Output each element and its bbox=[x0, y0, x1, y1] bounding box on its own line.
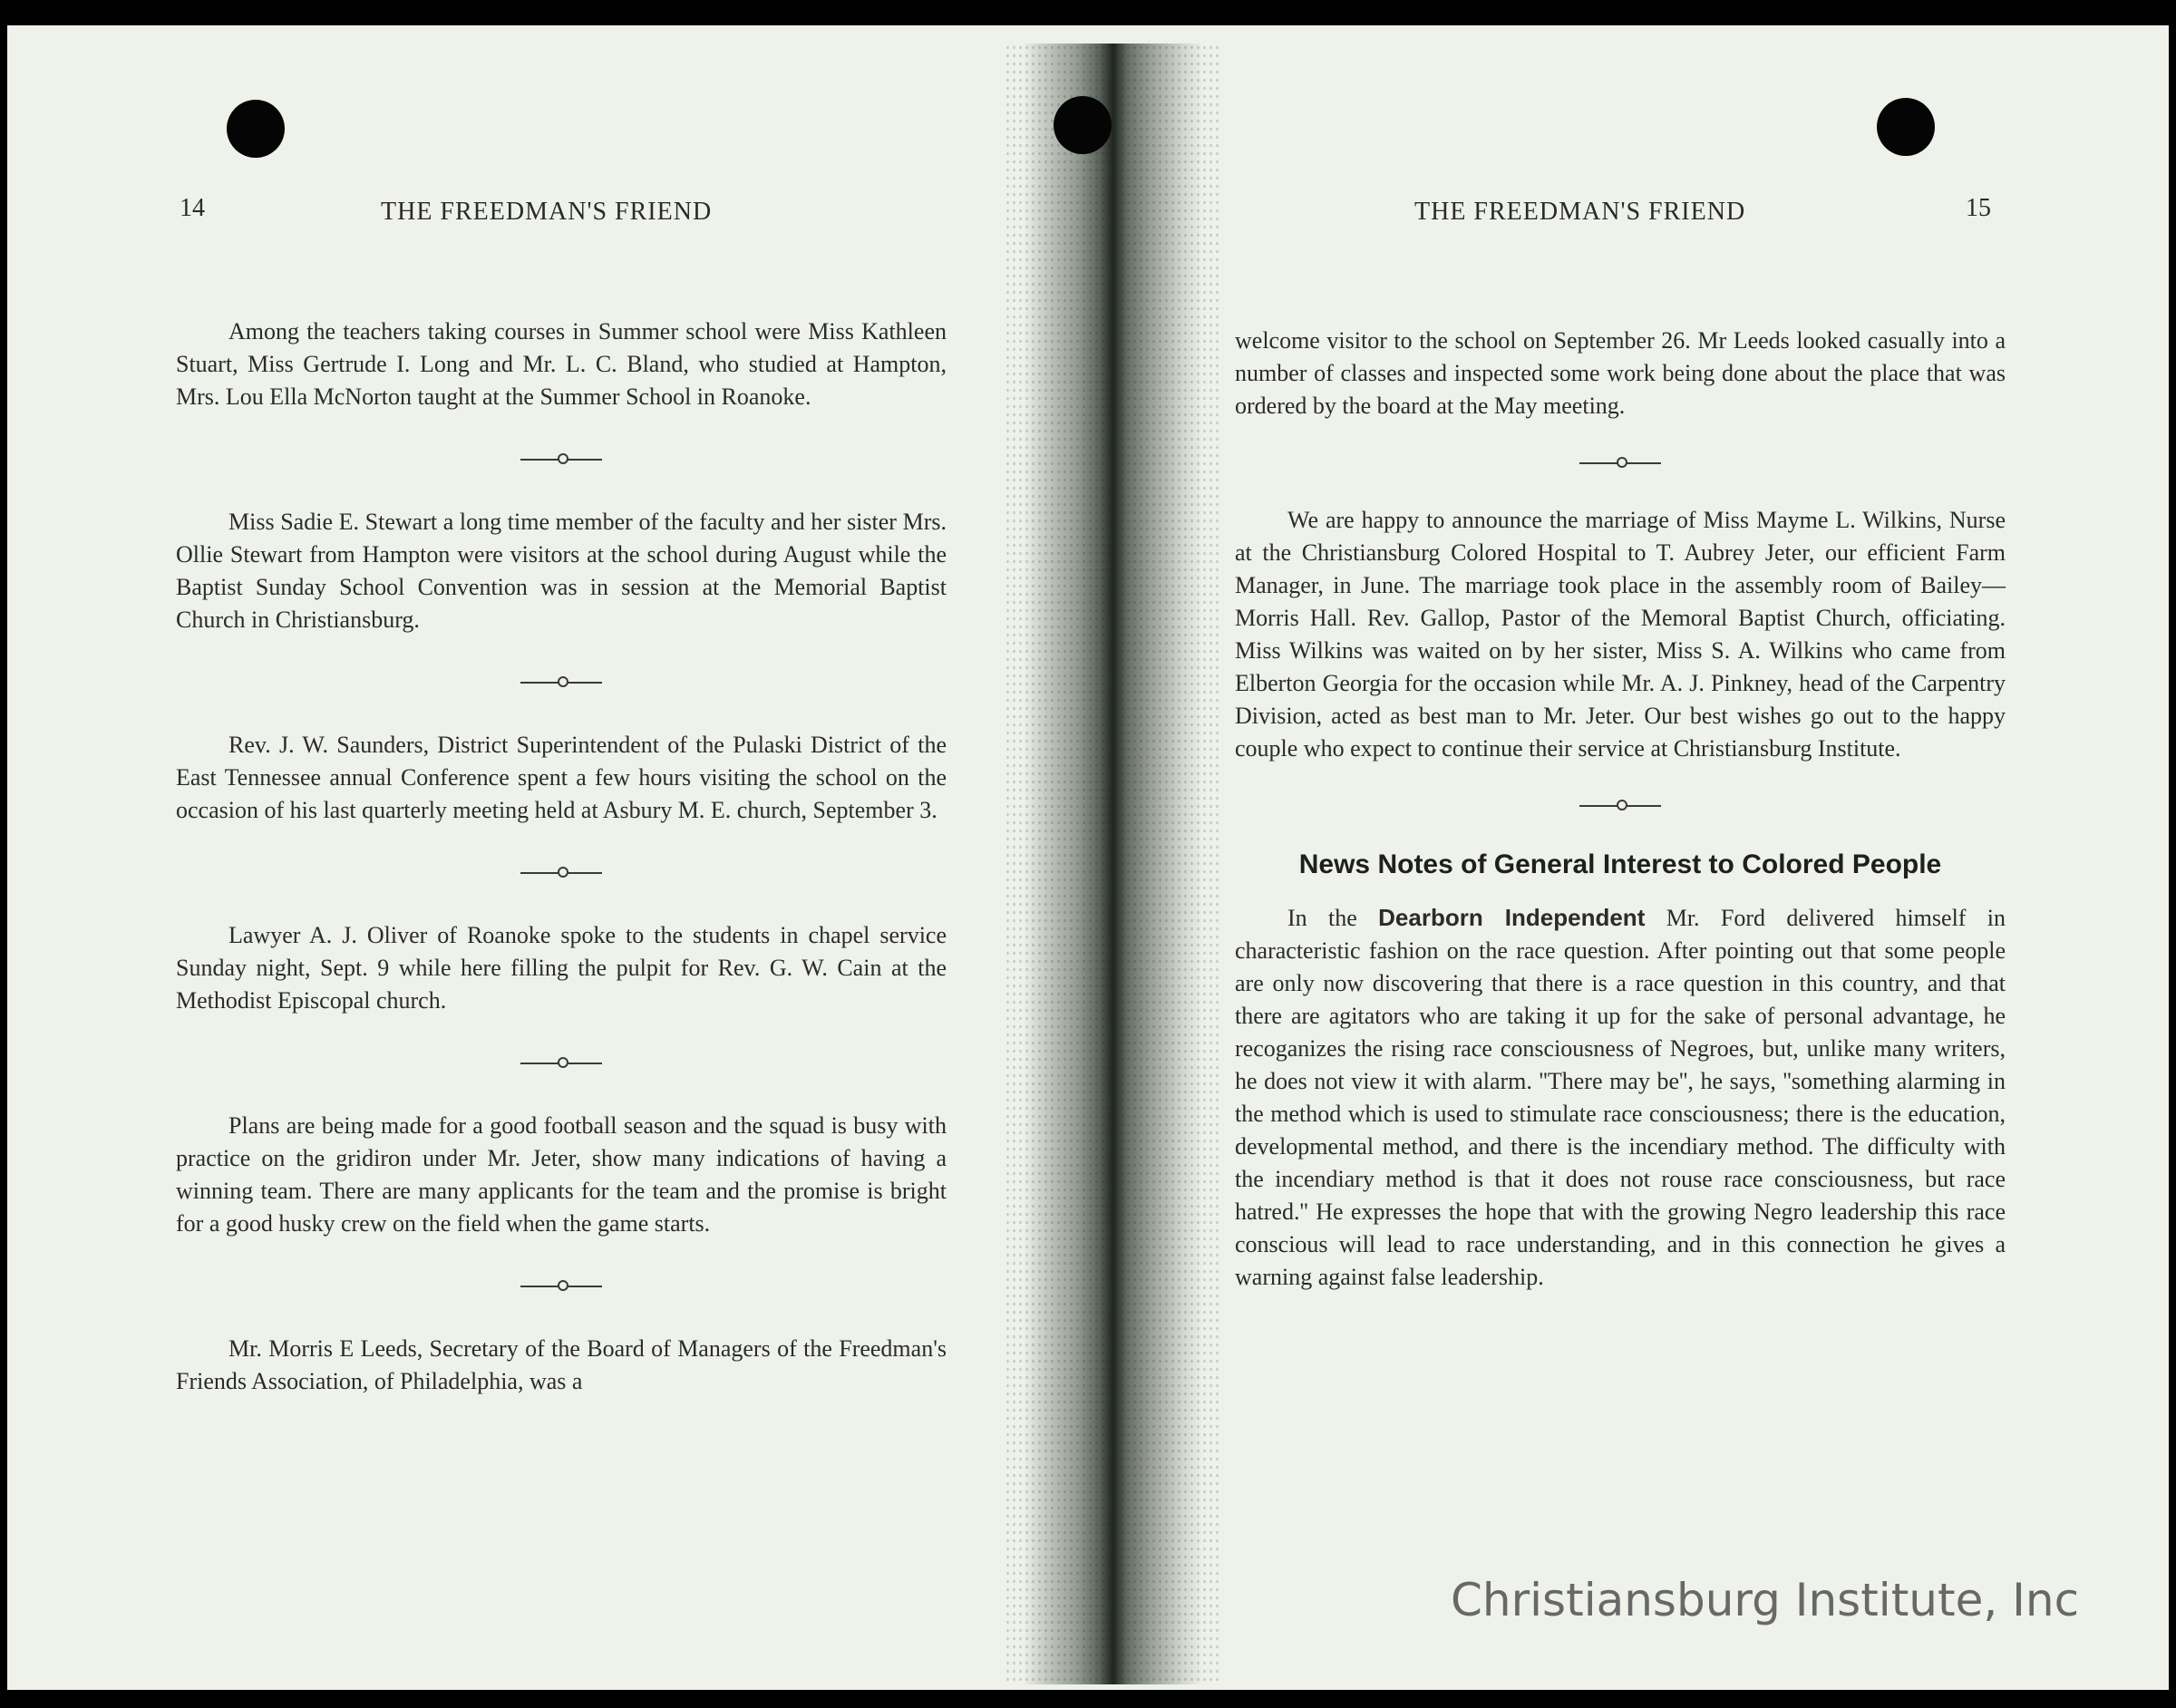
punch-hole bbox=[227, 100, 285, 158]
punch-hole bbox=[1877, 98, 1935, 156]
lead-in-text: In the bbox=[1287, 905, 1357, 931]
section-divider bbox=[520, 863, 602, 883]
punch-hole bbox=[1054, 96, 1112, 154]
paragraph-leeds-intro: Mr. Morris E Leeds, Secretary of the Board of Managers of the Freedman's Friends Association, of Philadelphia, was a bbox=[176, 1335, 947, 1394]
section-divider bbox=[520, 1276, 602, 1296]
section-divider bbox=[1579, 796, 1661, 816]
paragraph-stewart-visit: Miss Sadie E. Stewart a long time member of the faculty and her sister Mrs. Ollie Stewart from Hampton were visitors at the school during August while the Baptist Sunday School Convention was in session at the Memorial Baptist Church in Christiansburg. bbox=[176, 509, 947, 633]
page-number: 14 bbox=[180, 194, 205, 222]
news-body-text: Mr. Ford delivered himself in characteristic fashion on the race question. After pointing out that some people are only now discovering that there is a race question in this country, and that there are agitators who are taking it up for the sake of personal advantage, he recoganizes the rising race consciousness of Negroes, but, unlike many writers, he does not view it with alarm. ''There may be'', he says, ''something alarming in the method which is used to stimulate race consciousness; there is the education, developmental method, and there is the incendiary method. The difficulty with the incendiary method is that it does not rouse race consciousness, but race hatred.'' He expresses the hope that with the growing Negro leadership this race conscious will lead to race understanding, and in this connection he gives a warning against false leadership. bbox=[1235, 905, 2006, 1290]
section-divider bbox=[1579, 453, 1661, 473]
left-column bbox=[176, 315, 947, 1398]
left-page bbox=[7, 25, 1088, 1690]
paragraph-leeds-continued: welcome visitor to the school on September 26. Mr Leeds looked casually into a number of classes and inspected some work being done about the place that was ordered by the board at the May meeting. bbox=[1235, 327, 2006, 419]
running-head: THE FREEDMAN'S FRIEND bbox=[381, 198, 713, 226]
section-divider bbox=[520, 673, 602, 693]
paragraph-oliver-chapel: Lawyer A. J. Oliver of Roanoke spoke to the students in chapel service Sunday night, Sept. 9 while here filling the pulpit for Rev. G. W. Cain at the Methodist Episcopal church. bbox=[176, 922, 947, 1014]
book-spread bbox=[7, 25, 2169, 1690]
paragraph-football-season: Plans are being made for a good football season and the squad is busy with practice on the gridiron under Mr. Jeter, show many indications of having a winning team. There are many applicants for the team and the promise is bright for a good husky crew on the field when the game starts. bbox=[176, 1112, 947, 1237]
paragraph-summer-school: Among the teachers taking courses in Summer school were Miss Kathleen Stuart, Miss Gertrude I. Long and Mr. L. C. Bland, who studied at Hampton, Mrs. Lou Ella McNorton taught at the Summer School in Roanoke. bbox=[176, 318, 947, 410]
paragraph-wilkins-jeter-marriage: We are happy to announce the marriage of Miss Mayme L. Wilkins, Nurse at the Christiansburg Colored Hospital to T. Aubrey Jeter, our efficient Farm Manager, in June. The marriage took place in the assembly room of Bailey—Morris Hall. Rev. Gallop, Pastor of the Memoral Baptist Church, officiating. Miss Wilkins was waited on by her sister, Miss S. A. Wilkins who came from Elberton Georgia for the occasion while Mr. A. J. Pinkney, head of the Carpentry Division, acted as best man to Mr. Jeter. Our best wishes go out to the happy couple who expect to continue their service at Christiansburg Institute. bbox=[1235, 507, 2006, 762]
right-column bbox=[1235, 325, 2006, 1294]
paragraph-dearborn-independent bbox=[1235, 901, 2006, 1294]
archive-watermark: Christiansburg Institute, Inc bbox=[1451, 1574, 2080, 1626]
section-divider bbox=[520, 450, 602, 470]
news-notes-headline: News Notes of General Interest to Colored People bbox=[1298, 849, 1942, 879]
publication-name: Dearborn Independent bbox=[1378, 904, 1646, 931]
section-divider bbox=[520, 1053, 602, 1073]
paragraph-saunders-visit: Rev. J. W. Saunders, District Superintendent of the Pulaski District of the East Tennessee annual Conference spent a few hours visiting the school on the occasion of his last quarterly meeting held at Asbury M. E. church, September 3. bbox=[176, 732, 947, 823]
gutter-speckle-texture bbox=[1005, 44, 1222, 1684]
running-head: THE FREEDMAN'S FRIEND bbox=[1414, 198, 1746, 226]
page-number: 15 bbox=[1966, 194, 1991, 222]
right-page bbox=[1088, 25, 2169, 1690]
